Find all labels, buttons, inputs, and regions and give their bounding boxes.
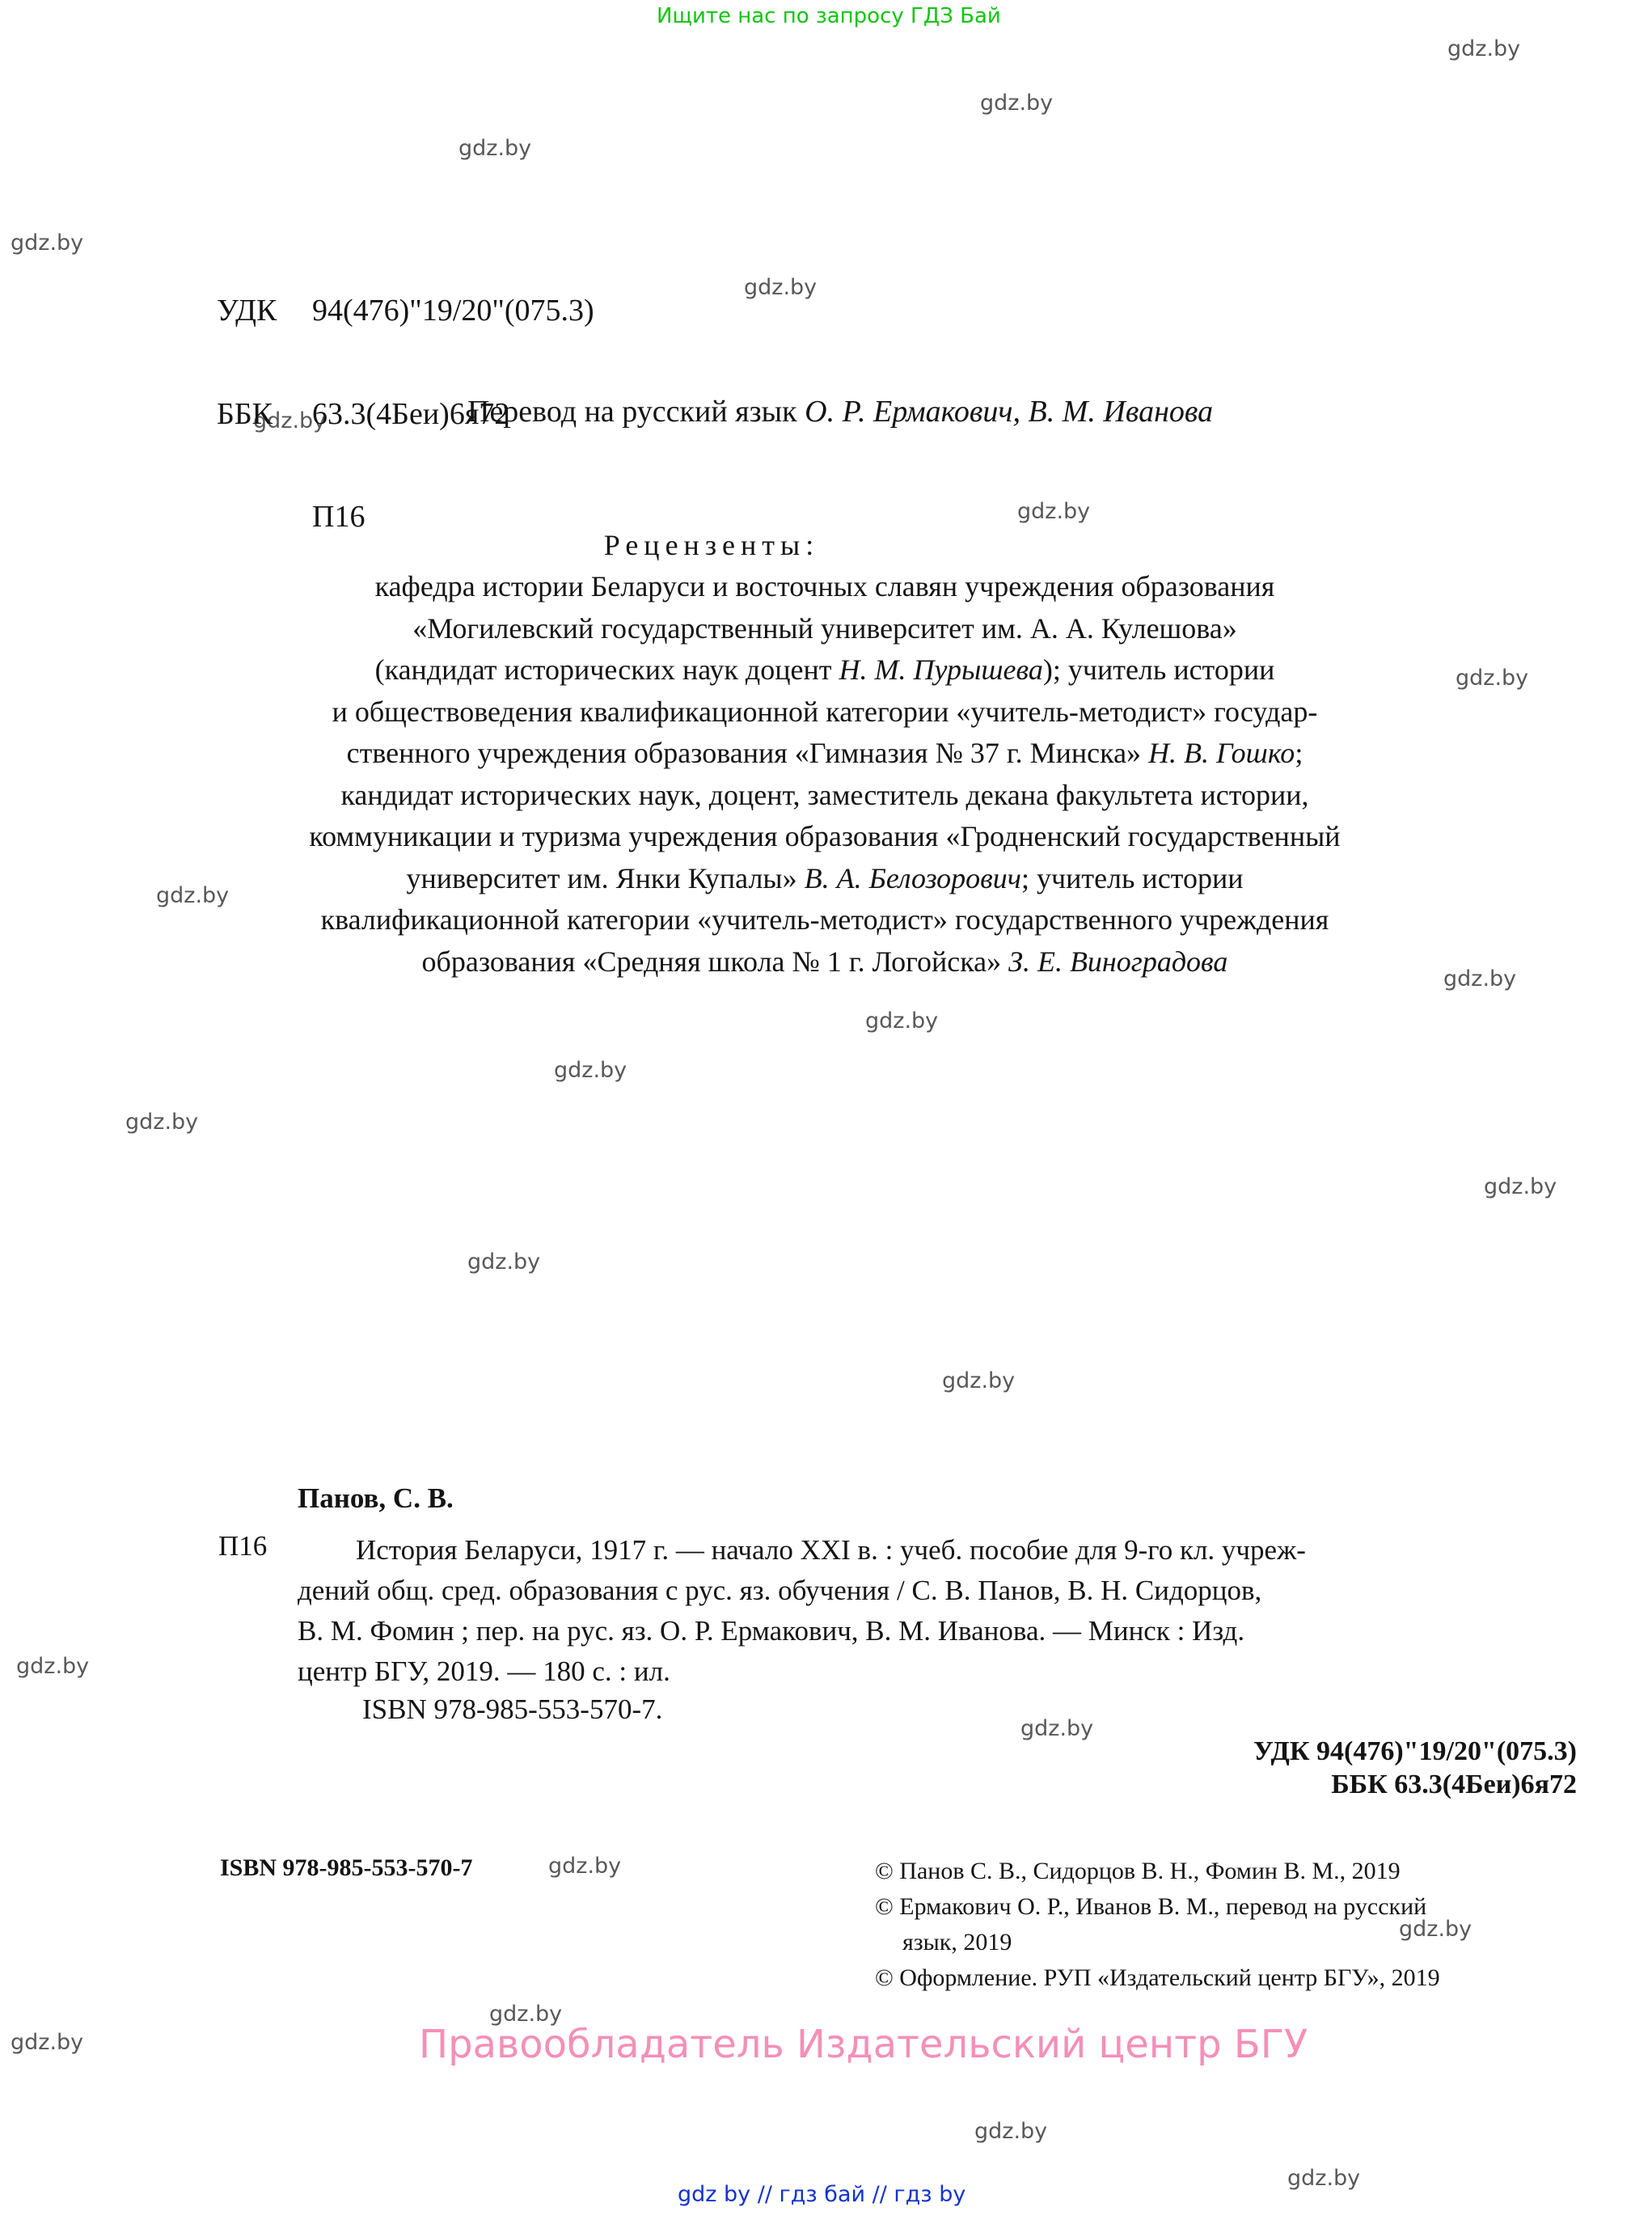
reviewer-name-vinogradova: З. Е. Виноградова — [1008, 945, 1228, 978]
bib-author: Панов, С. В. — [298, 1482, 454, 1514]
bib-line-4: центр БГУ, 2019. — 180 с. : ил. — [298, 1655, 670, 1687]
bib-line-1: История Беларуси, 1917 г. — начало XXI в. : учеб. пособие для 9-го кл. учреж- — [356, 1534, 1306, 1566]
gdz-watermark: gdz.by — [125, 1110, 199, 1135]
reviewer-name-purysheva: Н. М. Пурышева — [839, 653, 1043, 686]
bib-marker: П16 — [218, 1530, 268, 1562]
translation-prefix: Перевод на русский язык — [467, 395, 805, 429]
reviewers-line-8 — [162, 858, 1488, 900]
reviewers-line-4: и обществоведения квалификационной категории «учитель-методист» государ- — [332, 695, 1318, 728]
gdz-watermark: gdz.by — [156, 883, 230, 908]
reviewers-line-7: коммуникации и туризма учреждения образования «Гродненский государственный — [309, 820, 1341, 852]
rights-holder-watermark: Правообладатель Издательский центр БГУ — [419, 2022, 1308, 2067]
reviewers-line-6: кандидат исторических наук, доцент, заместитель декана факультета истории, — [340, 778, 1309, 811]
bib-description — [298, 1530, 1617, 1692]
copyright-line-1: © Панов С. В., Сидорцов В. Н., Фомин В. М., 2019 — [875, 1858, 1401, 1884]
reviewers-line-10 — [162, 941, 1488, 983]
gdz-watermark: gdz.by — [1017, 499, 1091, 524]
gdz-watermark: gdz.by — [1484, 1174, 1557, 1199]
reviewers-line-3b: ); учитель истории — [1042, 653, 1275, 686]
gdz-watermark: gdz.by — [942, 1368, 1016, 1393]
reviewers-line-5a: ственного учреждения образования «Гимназия № 37 г. Минска» — [346, 737, 1149, 769]
author-mark-spacer — [217, 500, 312, 535]
bbk-value: 63.3(4Беи)6я72 — [312, 396, 510, 431]
footer-site-links[interactable]: gdz by // гдз бай // гдз by — [678, 2182, 966, 2207]
bib-line-2: дений общ. сред. образования с рус. яз. обучения / С. В. Панов, В. Н. Сидорцов, — [298, 1575, 1262, 1606]
gdz-watermark: gdz.by — [1447, 36, 1521, 61]
reviewers-line-9: квалификационной категории «учитель-методист» государственного учреждения — [320, 903, 1329, 936]
copyright-line-4: © Оформление. РУП «Издательский центр БГУ», 2019 — [875, 1964, 1440, 1991]
gdz-watermark: gdz.by — [974, 2119, 1048, 2144]
footer-bbk: ББК 63.3(4Беи)6я72 — [1331, 1769, 1577, 1800]
gdz-watermark: gdz.by — [16, 1654, 90, 1679]
udk-value: 94(476)"19/20"(075.3) — [312, 294, 594, 328]
gdz-watermark: gdz.by — [1443, 966, 1517, 991]
translation-credit — [467, 394, 1213, 429]
footer-udk: УДК 94(476)"19/20"(075.3) — [1253, 1736, 1577, 1766]
gdz-watermark: gdz.by — [253, 408, 327, 433]
gdz-watermark: gdz.by — [980, 91, 1054, 116]
gdz-watermark: gdz.by — [548, 1854, 622, 1879]
gdz-watermark: gdz.by — [554, 1058, 627, 1083]
footer-classification — [889, 1735, 1577, 1802]
top-promo-banner: Ищите нас по запросу ГДЗ Бай — [657, 4, 1001, 28]
translation-names: О. Р. Ермакович, В. М. Иванова — [805, 395, 1214, 429]
gdz-watermark: gdz.by — [467, 1249, 541, 1275]
udk-row — [217, 294, 594, 328]
reviewer-name-goshko: Н. В. Гошко — [1148, 737, 1295, 769]
reviewers-body — [162, 566, 1488, 983]
copyright-block — [875, 1854, 1440, 1996]
reviewers-line-3 — [162, 649, 1488, 691]
gdz-watermark: gdz.by — [11, 230, 84, 256]
reviewers-line-1: кафедра истории Беларуси и восточных славян учреждения образования — [374, 570, 1275, 603]
bib-line-3: В. М. Фомин ; пер. на рус. яз. О. Р. Ермакович, В. М. Иванова. — Минск : Изд. — [298, 1615, 1245, 1647]
bib-isbn: ISBN 978-985-553-570-7. — [362, 1693, 663, 1725]
gdz-watermark: gdz.by — [489, 2002, 563, 2027]
reviewer-name-belozorovich: В. А. Белозорович — [804, 861, 1021, 894]
gdz-watermark: gdz.by — [1456, 666, 1529, 691]
reviewers-line-8a: университет им. Янки Купалы» — [406, 861, 805, 894]
reviewers-line-10a: образования «Средняя школа № 1 г. Логойска» — [421, 945, 1009, 978]
reviewers-line-5 — [162, 733, 1488, 775]
gdz-watermark: gdz.by — [865, 1008, 939, 1034]
copyright-line-2: © Ермакович О. Р., Иванов В. М., перевод на русский — [875, 1893, 1427, 1920]
gdz-watermark: gdz.by — [1287, 2166, 1361, 2191]
gdz-watermark: gdz.by — [11, 2030, 84, 2055]
gdz-watermark: gdz.by — [1399, 1917, 1472, 1942]
reviewers-line-2: «Могилевский государственный университет им. А. А. Кулешова» — [412, 611, 1237, 645]
gdz-watermark: gdz.by — [1020, 1716, 1094, 1741]
footer-isbn: ISBN 978-985-553-570-7 — [220, 1854, 473, 1881]
author-mark: П16 — [312, 500, 365, 535]
reviewers-line-3a: (кандидат исторических наук доцент — [374, 653, 839, 686]
reviewers-line-8b: ; учитель истории — [1020, 861, 1244, 894]
copyright-line-3: язык, 2019 — [902, 1929, 1012, 1956]
gdz-watermark: gdz.by — [458, 136, 532, 161]
reviewers-line-5b: ; — [1295, 737, 1303, 769]
udk-label: УДК — [217, 294, 277, 328]
bbk-label: ББК — [217, 396, 273, 431]
gdz-watermark: gdz.by — [744, 275, 818, 300]
reviewers-heading: Рецензенты: — [603, 529, 820, 561]
